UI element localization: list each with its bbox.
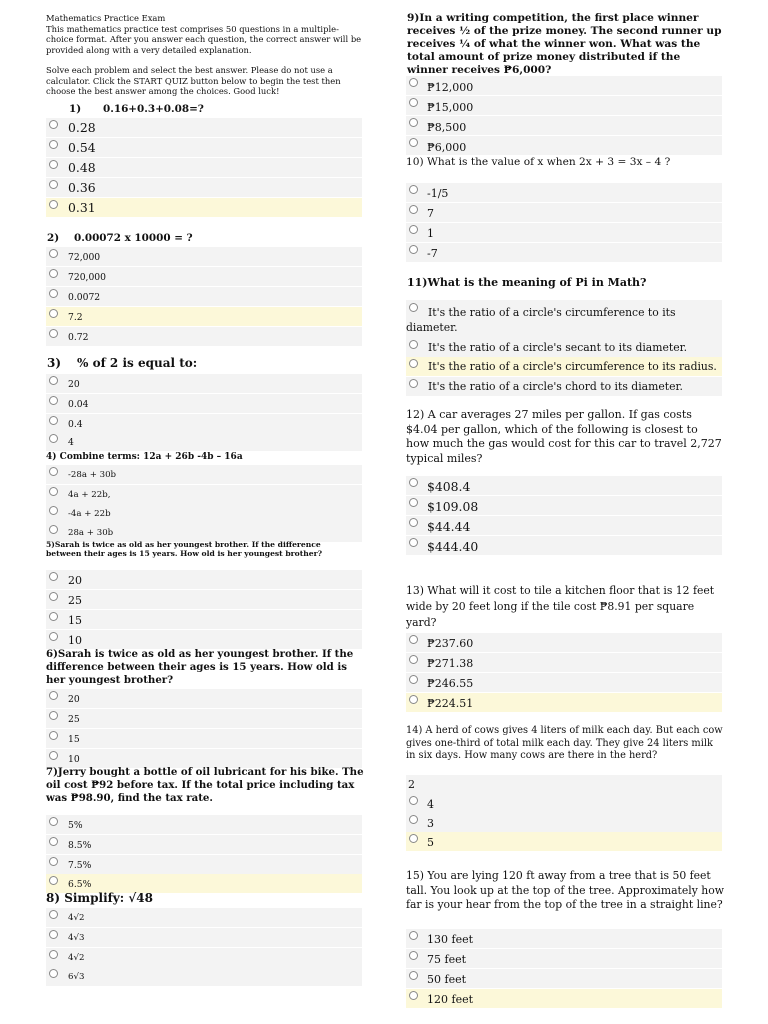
- exam-description: This mathematics practice test comprises 50 questions in a multiple-choice format. After you answer each question, the correct answer will be provided along with a very detailed explanation.: [46, 23, 362, 55]
- q5-option-3[interactable]: 15: [46, 610, 362, 629]
- radio-button[interactable]: [49, 910, 58, 919]
- radio-button[interactable]: [409, 379, 418, 388]
- radio-button[interactable]: [409, 205, 418, 214]
- q6-question: 6)Sarah is twice as old as her youngest brother. If the difference between their ages is 15 years. How old is her youngest brother?: [46, 648, 354, 686]
- q15-option-4[interactable]: 120 feet: [406, 989, 722, 1008]
- q10-option-4[interactable]: -7: [406, 243, 722, 262]
- radio-button[interactable]: [49, 691, 58, 700]
- q6-option-2[interactable]: 25: [46, 709, 362, 728]
- q4-option-3[interactable]: -4a + 22b: [46, 504, 362, 523]
- radio-button[interactable]: [49, 396, 58, 405]
- q6-option-3[interactable]: 15: [46, 729, 362, 748]
- q2-option-4[interactable]: 7.2: [46, 307, 362, 326]
- q14-option-4[interactable]: 5: [406, 832, 722, 851]
- q11-option-1[interactable]: It's the ratio of a circle's circumference to its diameter.: [406, 300, 722, 338]
- exam-instructions: Solve each problem and select the best answer. Please do not use a calculator. Click the START QUIZ button below to begin the test then choose the best answer among the choices. Good luck!: [46, 65, 341, 96]
- q8-option-2[interactable]: 4√3: [46, 928, 362, 947]
- radio-button[interactable]: [409, 815, 418, 824]
- q5-option-2[interactable]: 25: [46, 590, 362, 609]
- radio-button[interactable]: [409, 834, 418, 843]
- q2-question: 0.00072 x 10000 = ?: [74, 232, 193, 244]
- q6-option-1[interactable]: 20: [46, 689, 362, 708]
- exam-intro: [46, 13, 366, 97]
- radio-button[interactable]: [409, 359, 418, 368]
- radio-button[interactable]: [49, 525, 58, 534]
- radio-button[interactable]: [409, 185, 418, 194]
- q8-option-1[interactable]: 4√2: [46, 908, 362, 927]
- radio-button[interactable]: [49, 434, 58, 443]
- q4-question: 4) Combine terms: 12a + 26b -4b – 16a: [46, 452, 243, 462]
- q1-option-4[interactable]: 0.36: [46, 178, 362, 197]
- q2-option-1[interactable]: 72,000: [46, 247, 362, 266]
- q10-option-2[interactable]: 7: [406, 203, 722, 222]
- q3-option-1[interactable]: 20: [46, 374, 362, 393]
- q15-option-2[interactable]: 75 feet: [406, 949, 722, 968]
- radio-button[interactable]: [409, 695, 418, 704]
- q9-question: 9)In a writing competition, the first place winner receives ½ of the prize money. The second runner up receives ¼ of what the winner won. What was the total amount of prize money distributed if the winner receives ₱6,000?: [407, 12, 722, 76]
- q13-option-4[interactable]: ₱224.51: [406, 693, 722, 712]
- q10-option-3[interactable]: 1: [406, 223, 722, 242]
- radio-button[interactable]: [409, 498, 418, 507]
- radio-button[interactable]: [49, 506, 58, 515]
- q15-question: 15) You are lying 120 ft away from a tree that is 50 feet tall. You look up at the top of the tree. Approximately how far is your hear from the top of the tree in a straight line?: [406, 869, 724, 911]
- radio-button[interactable]: [49, 269, 58, 278]
- q1-option-3[interactable]: 0.48: [46, 158, 362, 177]
- q10-option-1[interactable]: -1/5: [406, 183, 722, 202]
- q12-option-1[interactable]: $408.4: [406, 476, 722, 495]
- q15-option-3[interactable]: 50 feet: [406, 969, 722, 988]
- q15-option-1[interactable]: 130 feet: [406, 929, 722, 948]
- radio-button[interactable]: [409, 225, 418, 234]
- q4-option-2[interactable]: 4a + 22b,: [46, 485, 362, 504]
- radio-button[interactable]: [409, 951, 418, 960]
- q2-option-3[interactable]: 0.0072: [46, 287, 362, 306]
- q1-question: 0.16+0.3+0.08=?: [103, 103, 204, 115]
- radio-button[interactable]: [49, 572, 58, 581]
- radio-button[interactable]: [409, 78, 418, 87]
- radio-button[interactable]: [49, 416, 58, 425]
- q1-number: 1): [69, 103, 82, 115]
- radio-button[interactable]: [49, 160, 58, 169]
- radio-button[interactable]: [49, 487, 58, 496]
- q1-option-2[interactable]: 0.54: [46, 138, 362, 157]
- q5-option-4[interactable]: 10: [46, 630, 362, 649]
- radio-button[interactable]: [49, 200, 58, 209]
- q14-option-3[interactable]: 3: [406, 813, 722, 832]
- q7-option-3[interactable]: 7.5%: [46, 855, 362, 874]
- radio-button[interactable]: [409, 340, 418, 349]
- q7-option-2[interactable]: 8.5%: [46, 835, 362, 854]
- radio-button[interactable]: [409, 138, 418, 147]
- q14-option-2[interactable]: 4: [406, 794, 722, 813]
- radio-button[interactable]: [49, 930, 58, 939]
- q3-option-2[interactable]: 0.04: [46, 394, 362, 413]
- q14-question: 14) A herd of cows gives 4 liters of milk each day. But each cow gives one-third of total milk each day. They give 24 liters milk in six days. How many cows are there in the herd?: [406, 725, 723, 761]
- q3-option-3[interactable]: 0.4: [46, 414, 362, 433]
- radio-button[interactable]: [409, 245, 418, 254]
- radio-button[interactable]: [409, 796, 418, 805]
- radio-button[interactable]: [49, 289, 58, 298]
- q3-number: 3): [47, 356, 62, 370]
- q13-option-3[interactable]: ₱246.55: [406, 673, 722, 692]
- q12-option-3[interactable]: $44.44: [406, 516, 722, 535]
- radio-button[interactable]: [49, 120, 58, 129]
- radio-button[interactable]: [409, 98, 418, 107]
- q11-question: 11)What is the meaning of Pi in Math?: [407, 276, 647, 289]
- q1-option-1[interactable]: 0.28: [46, 118, 362, 137]
- radio-button[interactable]: [49, 711, 58, 720]
- q12-option-4[interactable]: $444.40: [406, 536, 722, 555]
- radio-button[interactable]: [409, 478, 418, 487]
- radio-button[interactable]: [49, 632, 58, 641]
- q10-question: 10) What is the value of x when 2x + 3 = 3x – 4 ?: [406, 156, 671, 168]
- q2-number: 2): [47, 232, 60, 244]
- q8-option-3[interactable]: 4√2: [46, 948, 362, 967]
- q1-option-5[interactable]: 0.31: [46, 198, 362, 217]
- radio-button[interactable]: [409, 931, 418, 940]
- q11-option-2[interactable]: It's the ratio of a circle's secant to its diameter.: [406, 338, 722, 357]
- radio-button[interactable]: [49, 612, 58, 621]
- radio-button[interactable]: [409, 635, 418, 644]
- q4-option-1[interactable]: -28a + 30b: [46, 465, 362, 484]
- q12-question: 12) A car averages 27 miles per gallon. If gas costs $4.04 per gallon, which of the following is closest to how much the gas would cost for this car to travel 2,727 typical miles?: [406, 408, 722, 465]
- q11-option-4[interactable]: It's the ratio of a circle's chord to its diameter.: [406, 377, 722, 396]
- radio-button[interactable]: [49, 249, 58, 258]
- q2-option-2[interactable]: 720,000: [46, 267, 362, 286]
- q9-option-4[interactable]: ₱6,000: [406, 136, 722, 155]
- radio-button[interactable]: [49, 876, 58, 885]
- q9-option-1[interactable]: ₱12,000: [406, 76, 722, 95]
- q9-option-2[interactable]: ₱15,000: [406, 96, 722, 115]
- q2-option-5[interactable]: 0.72: [46, 327, 362, 346]
- q5-option-1[interactable]: 20: [46, 570, 362, 589]
- q13-question: 13) What will it cost to tile a kitchen floor that is 12 feet wide by 20 feet long if the tile cost ₱8.91 per square yard?: [406, 584, 715, 629]
- q3-option-4[interactable]: 4: [46, 432, 362, 451]
- q14-option-1[interactable]: 2: [406, 775, 722, 794]
- radio-button[interactable]: [49, 309, 58, 318]
- q8-option-4[interactable]: 6√3: [46, 967, 362, 986]
- exam-title: Mathematics Practice Exam: [46, 13, 166, 23]
- radio-button[interactable]: [49, 969, 58, 978]
- radio-button[interactable]: [409, 675, 418, 684]
- q12-option-2[interactable]: $109.08: [406, 496, 722, 515]
- radio-button[interactable]: [49, 837, 58, 846]
- q13-option-1[interactable]: ₱237.60: [406, 633, 722, 652]
- radio-button[interactable]: [409, 655, 418, 664]
- radio-button[interactable]: [49, 467, 58, 476]
- radio-button[interactable]: [49, 857, 58, 866]
- radio-button[interactable]: [409, 518, 418, 527]
- radio-button[interactable]: [49, 592, 58, 601]
- radio-button[interactable]: [49, 751, 58, 760]
- q3-question: % of 2 is equal to:: [77, 356, 198, 370]
- q11-option-3[interactable]: It's the ratio of a circle's circumference to its radius.: [406, 357, 722, 376]
- radio-button[interactable]: [49, 180, 58, 189]
- q8-question: 8) Simplify: √48: [46, 891, 153, 905]
- radio-button[interactable]: [49, 140, 58, 149]
- q9-option-3[interactable]: ₱8,500: [406, 116, 722, 135]
- radio-button[interactable]: [49, 376, 58, 385]
- radio-button[interactable]: [49, 731, 58, 740]
- radio-button[interactable]: [49, 817, 58, 826]
- q7-option-1[interactable]: 5%: [46, 815, 362, 834]
- radio-button[interactable]: [409, 971, 418, 980]
- radio-button[interactable]: [49, 329, 58, 338]
- radio-button[interactable]: [409, 538, 418, 547]
- q5-question: 5)Sarah is twice as old as her youngest brother. If the difference between their ages is 15 years. How old is her youngest brother?: [46, 540, 323, 558]
- q13-option-2[interactable]: ₱271.38: [406, 653, 722, 672]
- radio-button[interactable]: [409, 118, 418, 127]
- q7-option-4[interactable]: 6.5%: [46, 874, 362, 893]
- radio-button[interactable]: [409, 991, 418, 1000]
- radio-button[interactable]: [49, 950, 58, 959]
- q4-option-4[interactable]: 28a + 30b: [46, 523, 362, 542]
- q7-question: 7)Jerry bought a bottle of oil lubricant for his bike. The oil cost ₱92 before tax. If the total price including tax was ₱98.90, find the tax rate.: [46, 766, 364, 804]
- q6-option-4[interactable]: 10: [46, 749, 362, 768]
